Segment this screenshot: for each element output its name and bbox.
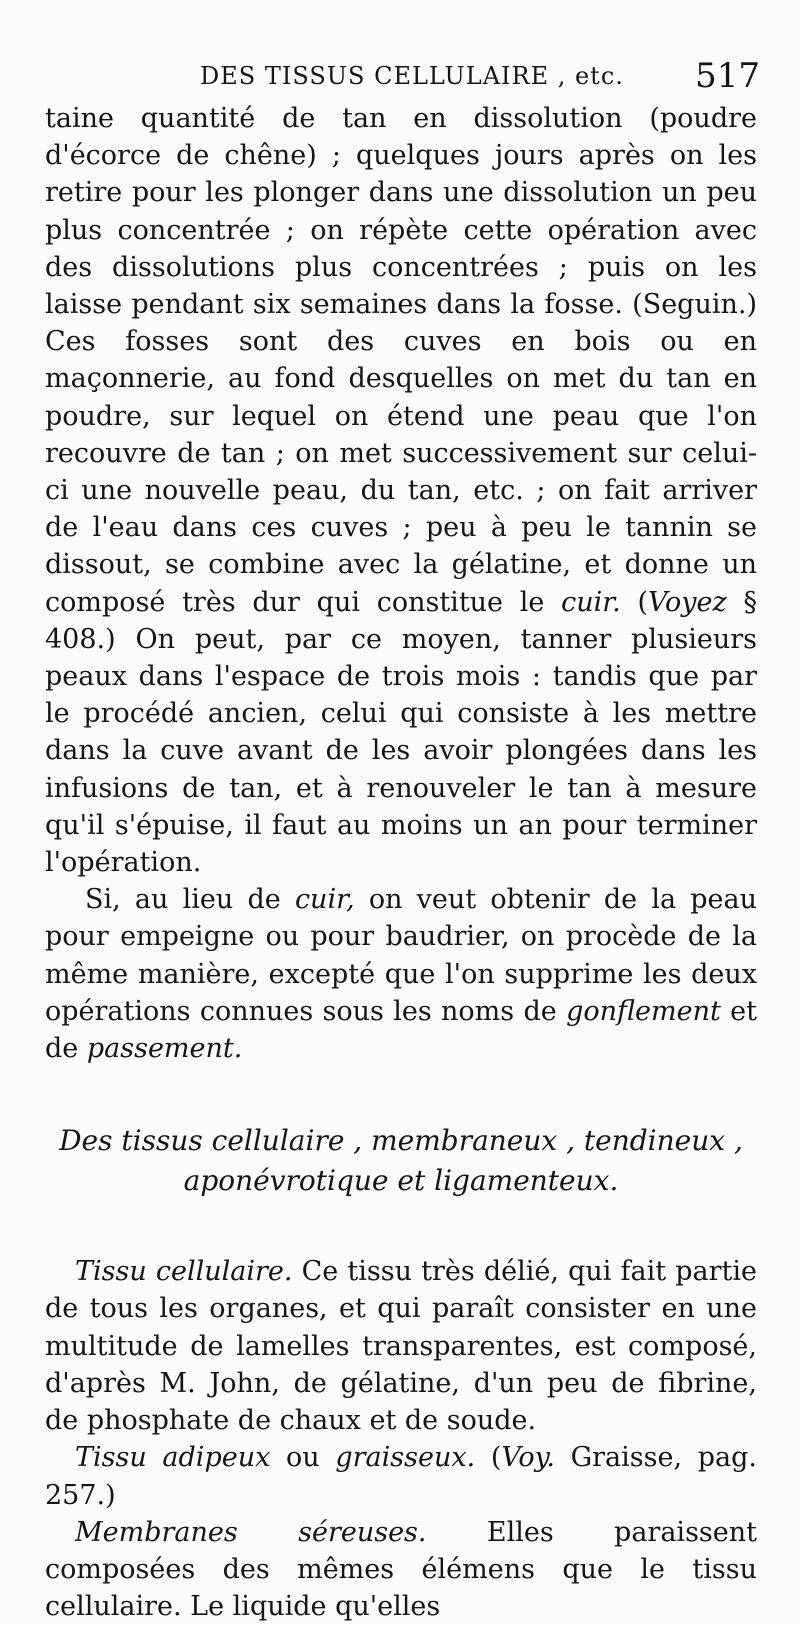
text-run: Elles paraissent composées des mêmes élémens que le tissu cellulaire. Le liquide qu'elles [45, 1516, 758, 1623]
text-run: Ce tissu très délié, qui fait partie de tous les organes, et qui paraît consister en une multitude de lamelles transparentes, est composé, d'après M. John, de gélatine, d'un peu de fibrine, de phosphate de chaux et de soude. [45, 1256, 757, 1437]
italic-term: cuir. [561, 586, 621, 618]
section-heading-line: Des tissus cellulaire , membraneux , tendineux , [59, 1124, 743, 1158]
text-run: ( [475, 1442, 502, 1474]
text-run: et de [45, 995, 757, 1065]
paragraph-tanning [45, 100, 757, 881]
paragraph-membranes-sereuses [45, 1514, 757, 1625]
section-heading-line: aponévrotique et ligamenteux. [183, 1164, 619, 1198]
paragraph-empeigne [45, 881, 757, 1067]
text-run: Si, au lieu de [85, 884, 295, 916]
text-run: ou [270, 1442, 336, 1474]
text-run: ( [620, 586, 649, 618]
paragraph-tissu-adipeux [45, 1439, 757, 1513]
text-run: taine quantité de tan en dissolution (poudre d'écorce de chêne) ; quelques jours après on les retire pour les plonger dans une dissolution un peu plus concentrée ; on répète cette opération avec des dissolutions plus concentrées ; puis on les laisse pendant six semaines dans la fosse. (Seguin.) Ces fosses sont des cuves en bois ou en maçonnerie, au fond desquelles on met du tan en poudre, sur lequel on étend une peau que l'on recouvre de tan ; on met successivement sur celui-ci une nouvelle peau, du tan, etc. ; on fait arriver de l'eau dans ces cuves ; peu à peu le tannin se dissout, se combine avec la gélatine, et donne un composé très dur qui constitue le [45, 103, 757, 618]
entry-label: Tissu adipeux [75, 1442, 271, 1474]
page-number: 517 [695, 56, 760, 96]
text-run: § 408.) On peut, par ce moyen, tanner plusieurs peaux dans l'espace de trois mois : tandis que par le procédé ancien, celui qui consiste à les mettre dans la cuve avant de les avoir plongées dans les infusions de tan, et à renouveler le tan à mesure qu'il s'épuise, il faut au moins un an pour terminer l'opération. [45, 586, 757, 879]
italic-term: graisseux. [335, 1442, 476, 1474]
section-body [45, 1253, 757, 1625]
italic-ref: Voy. [501, 1442, 555, 1474]
italic-ref: Voyez [648, 586, 727, 618]
running-title: DES TISSUS CELLULAIRE , etc. [200, 62, 624, 90]
text-run: on veut obtenir de la peau pour empeigne ou pour baudrier, on procède de la même manière, excepté que l'on supprime les deux opérations connues sous les noms de [45, 884, 758, 1027]
entry-label: Membranes séreuses. [75, 1516, 427, 1548]
page-header [40, 52, 760, 102]
italic-term: passement. [86, 1033, 243, 1065]
page-body [45, 100, 757, 1625]
text-run: Graisse, pag. 257.) [45, 1442, 757, 1511]
italic-term: gonflement [566, 995, 721, 1027]
entry-label: Tissu cellulaire. [75, 1256, 293, 1288]
section-heading [45, 1121, 757, 1201]
paragraph-tissu-cellulaire [45, 1253, 757, 1439]
italic-term: cuir, [294, 884, 355, 916]
